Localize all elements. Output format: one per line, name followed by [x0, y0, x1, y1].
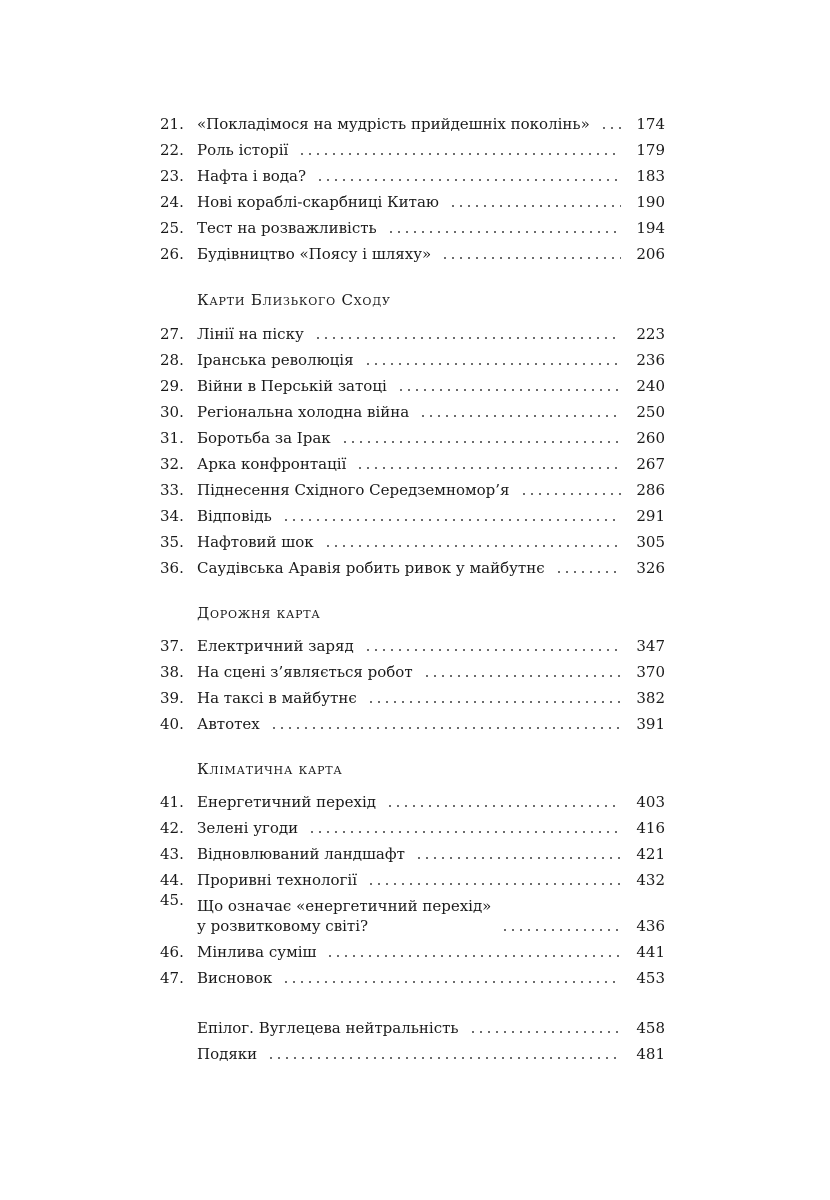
chapter-number: 25. [160, 219, 184, 237]
page-number: 190 [636, 193, 665, 211]
chapter-title-line1: Що означає «енергетичний перехід» [197, 897, 492, 915]
dot-leader [267, 1057, 621, 1059]
section-heading: Кліматична карта [197, 760, 343, 778]
toc-entry[interactable] [160, 838, 665, 864]
dot-leader [423, 675, 621, 677]
chapter-number: 38. [160, 663, 184, 681]
chapter-number: 21. [160, 115, 184, 133]
chapter-number: 30. [160, 403, 184, 421]
toc-entry[interactable] [160, 212, 665, 238]
chapter-title: Автотех [197, 715, 260, 733]
chapter-title: Арка конфронтації [197, 455, 347, 473]
page-number: 453 [636, 969, 665, 987]
dot-leader [501, 929, 621, 931]
chapter-number: 45. [160, 891, 184, 909]
chapter-number: 32. [160, 455, 184, 473]
chapter-title: Висновок [197, 969, 273, 987]
chapter-title: Тест на розважливість [197, 219, 377, 237]
dot-leader [270, 727, 621, 729]
dot-leader [386, 805, 621, 807]
chapter-title: На сцені з’являється робот [197, 663, 413, 681]
dot-leader [419, 415, 621, 417]
page-number: 250 [636, 403, 665, 421]
toc-entry[interactable] [160, 422, 665, 448]
chapter-number: 36. [160, 559, 184, 577]
dot-leader [282, 981, 621, 983]
dot-leader [449, 205, 621, 207]
toc-entry-acknowledgements[interactable] [160, 1038, 665, 1064]
chapter-title: Проривні технології [197, 871, 357, 889]
dot-leader [282, 519, 621, 521]
page-number: 347 [636, 637, 665, 655]
toc-entry[interactable] [160, 186, 665, 212]
page-number: 441 [636, 943, 665, 961]
page-number: 179 [636, 141, 665, 159]
chapter-title: Лінії на піску [197, 325, 304, 343]
dot-leader [387, 231, 621, 233]
page-number: 416 [636, 819, 665, 837]
dot-leader [356, 467, 621, 469]
back-matter-title: Подяки [197, 1045, 258, 1063]
dot-leader [397, 389, 621, 391]
page-number: 174 [636, 115, 665, 133]
toc-entry[interactable] [160, 108, 665, 134]
dot-leader [298, 153, 621, 155]
dot-leader [316, 179, 621, 181]
dot-leader [469, 1031, 621, 1033]
chapter-title: Мінлива суміш [197, 943, 317, 961]
dot-leader [341, 441, 621, 443]
page-number: 194 [636, 219, 665, 237]
chapter-title: Роль історії [197, 141, 289, 159]
chapter-number: 24. [160, 193, 184, 211]
toc-entry[interactable] [160, 656, 665, 682]
toc-entry[interactable] [160, 682, 665, 708]
toc-entry[interactable] [160, 812, 665, 838]
chapter-number: 22. [160, 141, 184, 159]
chapter-number: 44. [160, 871, 184, 889]
chapter-title: На таксі в майбутнє [197, 689, 357, 707]
toc-entry[interactable] [160, 344, 665, 370]
page-number: 436 [636, 917, 665, 935]
toc-entry[interactable] [160, 500, 665, 526]
toc-entry[interactable] [160, 526, 665, 552]
toc-entry[interactable] [160, 474, 665, 500]
chapter-number: 46. [160, 943, 184, 961]
chapter-title: «Покладімося на мудрість прийдешніх поколінь» [197, 115, 590, 133]
dot-leader [520, 493, 621, 495]
dot-leader [367, 701, 621, 703]
chapter-number: 23. [160, 167, 184, 185]
chapter-number: 26. [160, 245, 184, 263]
dot-leader [441, 257, 621, 259]
page-number: 267 [636, 455, 665, 473]
chapter-title: Зелені угоди [197, 819, 299, 837]
dot-leader [308, 831, 621, 833]
page-number: 326 [636, 559, 665, 577]
chapter-title: Будівництво «Поясу і шляху» [197, 245, 432, 263]
page-number: 291 [636, 507, 665, 525]
toc-entry[interactable] [160, 370, 665, 396]
page-number: 382 [636, 689, 665, 707]
page-number: 183 [636, 167, 665, 185]
toc-entry[interactable] [160, 936, 665, 962]
chapter-number: 28. [160, 351, 184, 369]
page-number: 481 [636, 1045, 665, 1063]
toc-entry[interactable] [160, 448, 665, 474]
chapter-title: Іранська революція [197, 351, 354, 369]
toc-entry[interactable] [160, 134, 665, 160]
toc-entry[interactable] [160, 890, 665, 936]
chapter-title: Електричний заряд [197, 637, 354, 655]
toc-entry-epilogue[interactable] [160, 1012, 665, 1038]
chapter-number: 43. [160, 845, 184, 863]
dot-leader [326, 955, 621, 957]
toc-entry[interactable] [160, 396, 665, 422]
page-number: 223 [636, 325, 665, 343]
chapter-title: Піднесення Східного Середземномор’я [197, 481, 510, 499]
page-number: 240 [636, 377, 665, 395]
toc-entry[interactable] [160, 962, 665, 988]
dot-leader [364, 363, 621, 365]
chapter-title: Регіональна холодна війна [197, 403, 410, 421]
chapter-title: Нафта і вода? [197, 167, 307, 185]
chapter-number: 40. [160, 715, 184, 733]
toc-entry[interactable] [160, 708, 665, 734]
toc-entry[interactable] [160, 630, 665, 656]
page-number: 370 [636, 663, 665, 681]
chapter-number: 33. [160, 481, 184, 499]
page-number: 421 [636, 845, 665, 863]
chapter-number: 41. [160, 793, 184, 811]
chapter-title-line2: у розвитковому світі? [197, 917, 369, 935]
page-number: 403 [636, 793, 665, 811]
chapter-title: Саудівська Аравія робить ривок у майбутнє [197, 559, 545, 577]
page-number: 305 [636, 533, 665, 551]
chapter-number: 47. [160, 969, 184, 987]
dot-leader [314, 337, 621, 339]
chapter-number: 27. [160, 325, 184, 343]
dot-leader [555, 571, 621, 573]
toc-entry[interactable] [160, 864, 665, 890]
page-number: 206 [636, 245, 665, 263]
toc-entry[interactable] [160, 238, 665, 264]
page-number: 458 [636, 1019, 665, 1037]
chapter-number: 37. [160, 637, 184, 655]
chapter-title: Нові кораблі-скарбниці Китаю [197, 193, 439, 211]
page-number: 236 [636, 351, 665, 369]
dot-leader [324, 545, 621, 547]
section-heading: Дорожня карта [197, 604, 321, 622]
toc-entry[interactable] [160, 160, 665, 186]
dot-leader [367, 883, 621, 885]
chapter-number: 29. [160, 377, 184, 395]
toc-entry[interactable] [160, 318, 665, 344]
dot-leader [364, 649, 621, 651]
page-number: 391 [636, 715, 665, 733]
chapter-title: Боротьба за Ірак [197, 429, 331, 447]
toc-entry[interactable] [160, 786, 665, 812]
chapter-title: Війни в Перській затоці [197, 377, 387, 395]
chapter-title: Енергетичний перехід [197, 793, 376, 811]
chapter-number: 31. [160, 429, 184, 447]
page-number: 260 [636, 429, 665, 447]
chapter-number: 42. [160, 819, 184, 837]
chapter-title: Відновлюваний ландшафт [197, 845, 405, 863]
back-matter-title: Епілог. Вуглецева нейтральність [197, 1019, 459, 1037]
page-number: 432 [636, 871, 665, 889]
chapter-number: 34. [160, 507, 184, 525]
dot-leader [415, 857, 621, 859]
page-number: 286 [636, 481, 665, 499]
chapter-number: 35. [160, 533, 184, 551]
chapter-number: 39. [160, 689, 184, 707]
dot-leader [600, 127, 621, 129]
section-heading: Карти Близького Сходу [197, 291, 391, 309]
chapter-title: Відповідь [197, 507, 272, 525]
chapter-title: Нафтовий шок [197, 533, 314, 551]
toc-entry[interactable] [160, 552, 665, 578]
